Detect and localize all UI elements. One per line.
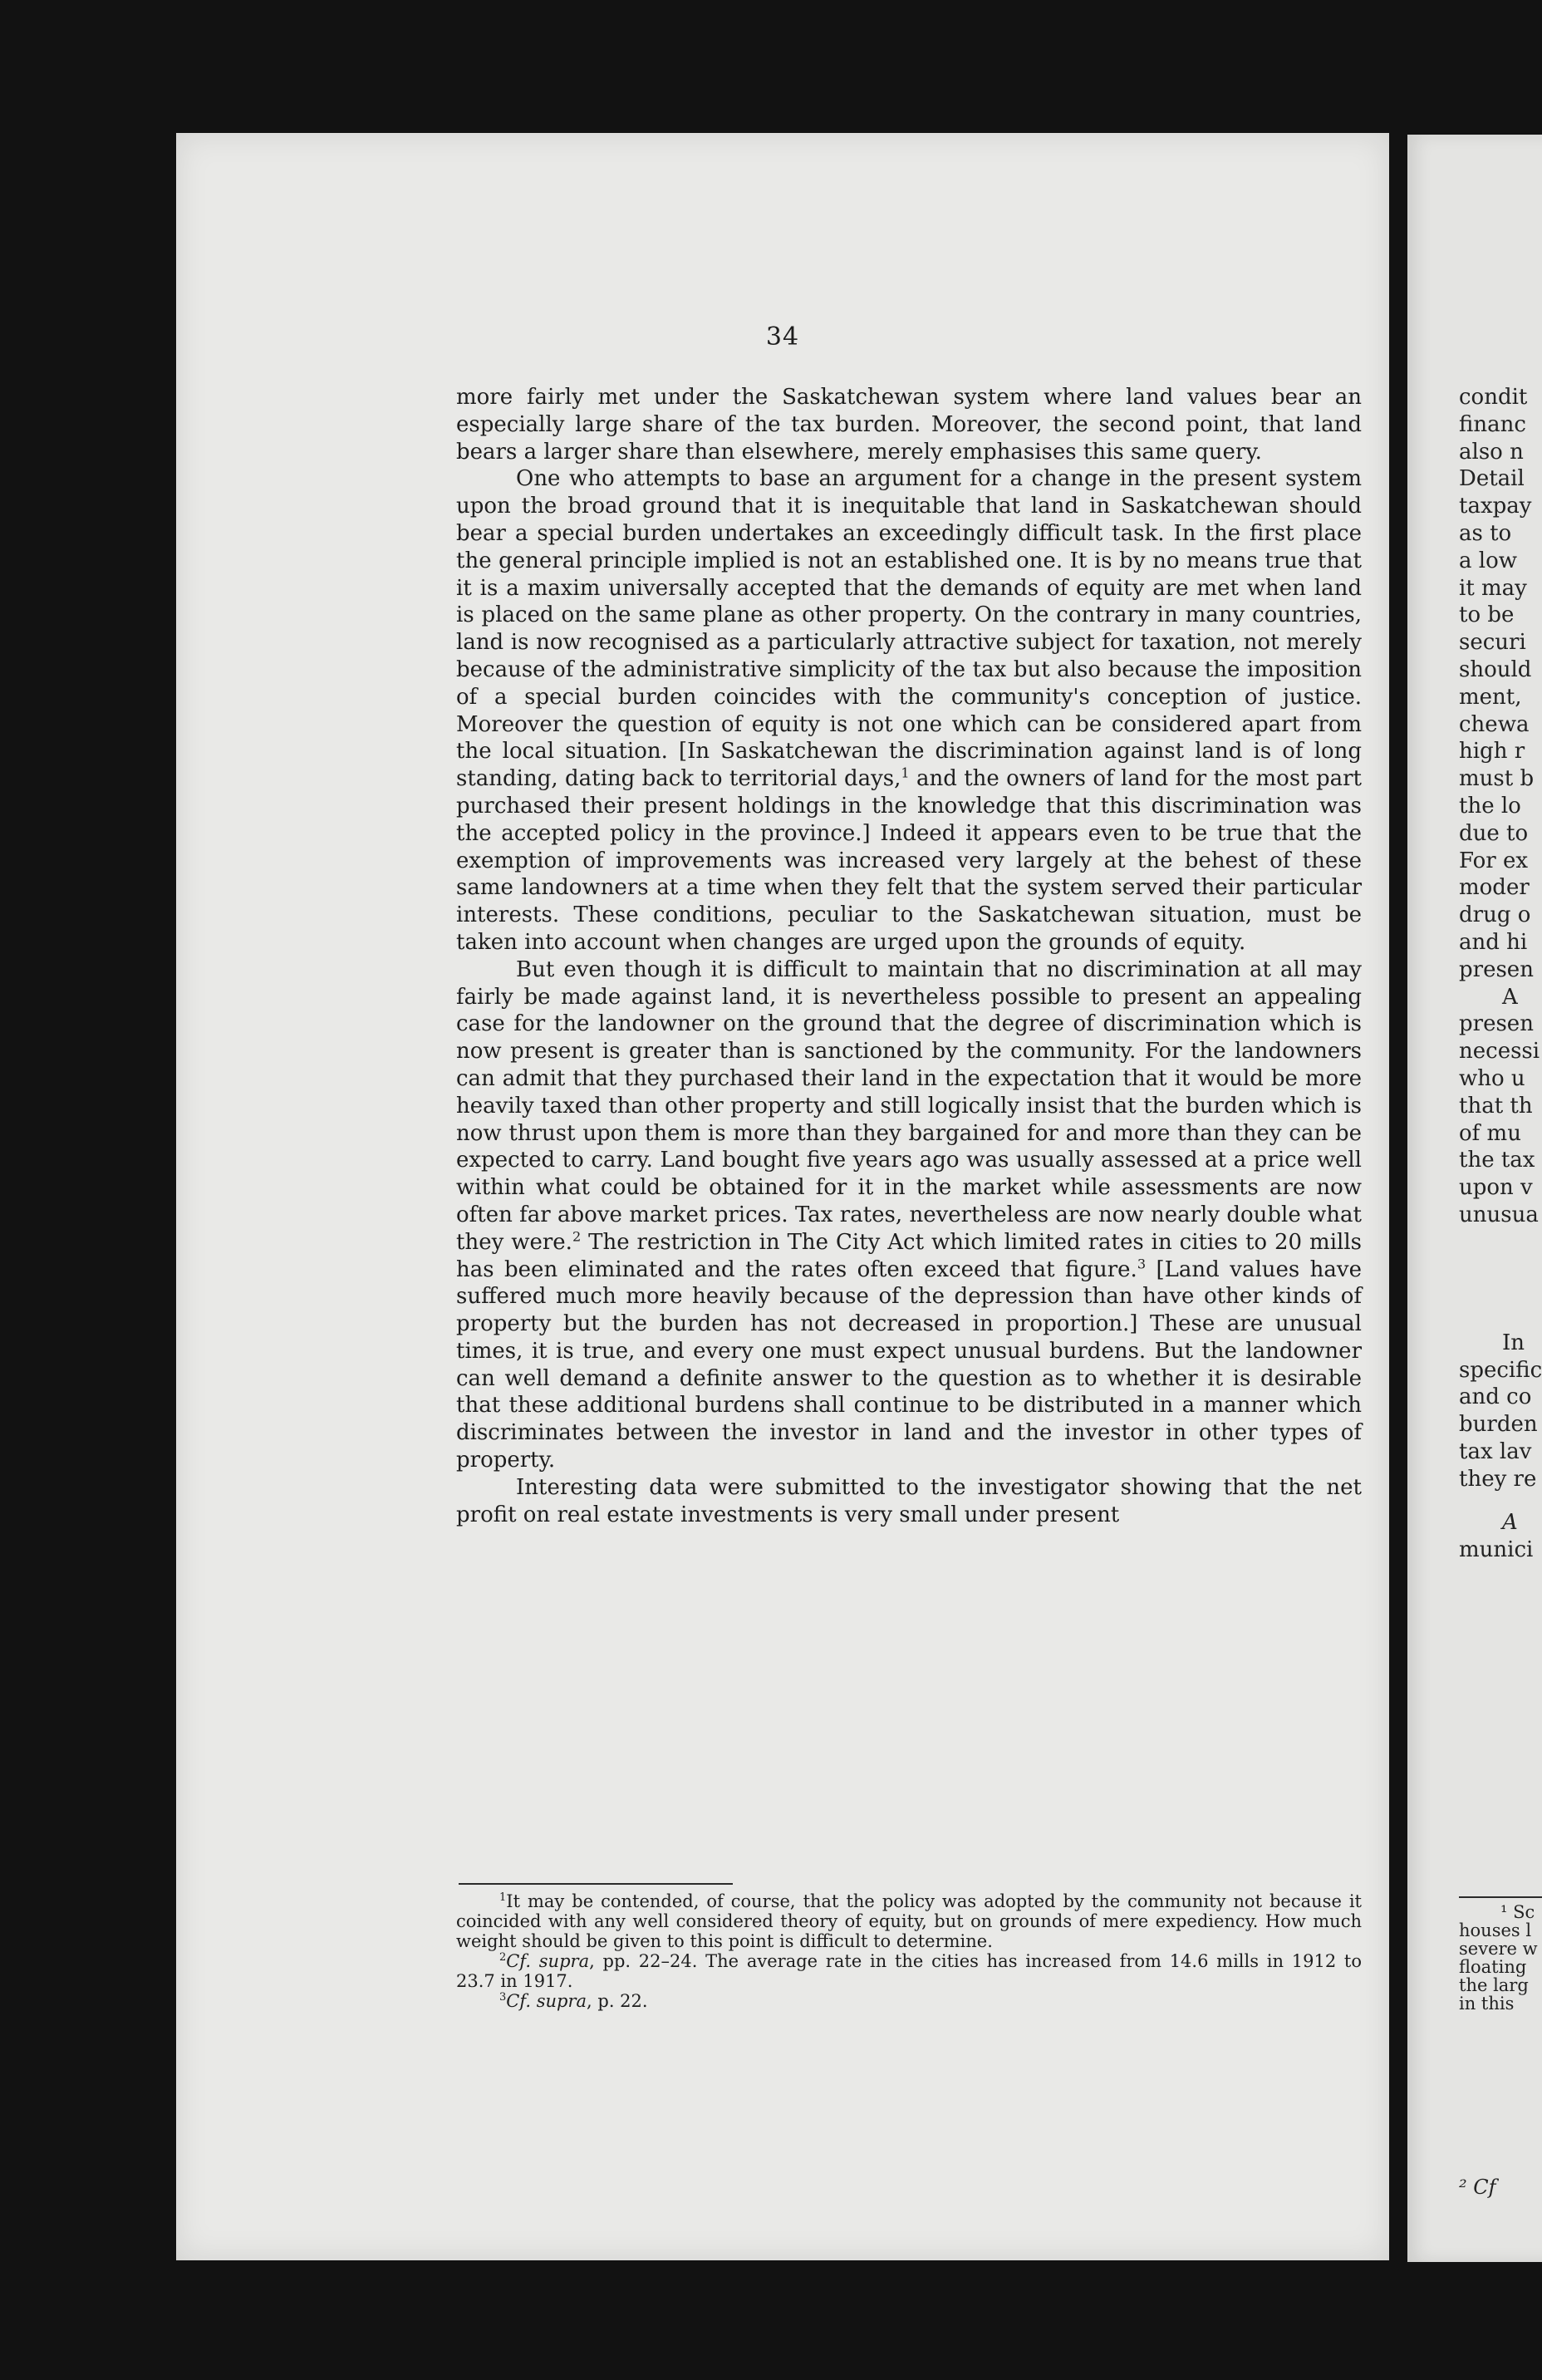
- facing-fn-line: in this: [1459, 1994, 1515, 2014]
- facing-line: necessi: [1459, 1039, 1540, 1065]
- footnote-3-cite: Cf. supra: [506, 1991, 587, 2011]
- facing-footnotes: [1459, 1903, 1538, 2013]
- facing-line: high r: [1459, 739, 1525, 765]
- facing-line: condit: [1459, 385, 1528, 410]
- facing-fn-line: the larg: [1459, 1975, 1529, 1995]
- facing-footnote-last: ² Cf: [1459, 2176, 1496, 2199]
- facing-line: due to: [1459, 820, 1529, 846]
- paragraph-1: more fairly met under the Saskatchewan system where land values bear an especially large share of the tax burden. Moreover, the second point, that land bears a larger share than elsewhere, merely emphasises this same query.: [456, 385, 1362, 465]
- facing-line: chewa: [1459, 711, 1530, 737]
- paragraph-3-text-end: [Land values have suffered much more heavily because of the depression than have other kinds of property but the burden has not decreased in proportion.] These are unusual times, it is true, and every one must expect unusual burdens. But the landowner can well demand a definite answer to the question as to whether it is desirable that these additional burdens shall continue to be distributed in a manner which discriminates between the investor in land and the investor in other types of property.: [456, 1256, 1362, 1473]
- facing-line: A: [1502, 1510, 1518, 1536]
- footnote-1: [456, 1891, 1362, 1951]
- paragraph-3-text: But even though it is difficult to maintain that no discrimination at all may fairly be made against land, it is nevertheless possible to present an appealing case for the landowner on the ground that the degree of discrimination which is now present is greater than is sanctioned by the community. For the landowners can admit that they purchased their land in the expectation that it would be more heavily taxed than other property and still logically insist that the burden which is now thrust upon them is more than they bargained for and more than they can be expected to carry. Land bought five years ago was usually assessed at a price well within what could be obtained for it in the market while assessments are now often far above market prices. Tax rates, nevertheless are now nearly double what they were.: [456, 956, 1362, 1255]
- facing-fn-line: houses l: [1459, 1920, 1532, 1940]
- footnote-1-mark: 1: [499, 1891, 507, 1904]
- facing-line: the lo: [1459, 793, 1521, 819]
- book-page-34: [176, 133, 1389, 2260]
- footnote-marker-2: 2: [572, 1228, 582, 1245]
- facing-line: and hi: [1459, 929, 1528, 955]
- footnote-3-text: , p. 22.: [587, 1991, 648, 2011]
- facing-line: securi: [1459, 630, 1526, 656]
- facing-line: they re: [1459, 1466, 1537, 1492]
- facing-line: moder: [1459, 875, 1530, 901]
- footnote-2-cite: Cf. supra: [506, 1951, 590, 1971]
- facing-line: upon v: [1459, 1175, 1533, 1201]
- facing-line: of mu: [1459, 1120, 1521, 1146]
- facing-line: should: [1459, 656, 1532, 682]
- facing-line: that th: [1459, 1093, 1533, 1119]
- paragraph-4: Interesting data were submitted to the investigator showing that the net profit on real estate investments is very small under present: [456, 1474, 1362, 1527]
- footnote-2-text: , pp. 22–24. The average rate in the cities has increased from 14.6 mills in 1912 to 23.7 in 1917.: [456, 1951, 1362, 1991]
- facing-line: taxpay: [1459, 494, 1532, 519]
- facing-line: must b: [1459, 766, 1535, 792]
- facing-line: ment,: [1459, 684, 1522, 710]
- paragraph-2: [456, 465, 1362, 956]
- facing-line: a low: [1459, 548, 1517, 573]
- paragraph-3-text-cont: The restriction in The City Act which limited rates in cities to 20 mills has been eliminated and the rates often exceed that figure.: [456, 1229, 1362, 1282]
- facing-line: presen: [1459, 1011, 1534, 1037]
- facing-line: and co: [1459, 1384, 1532, 1410]
- paragraph-3: [456, 956, 1362, 1474]
- footnote-2-mark: 2: [499, 1951, 507, 1964]
- facing-line: burden: [1459, 1412, 1538, 1438]
- facing-footnote-rule: [1459, 1896, 1542, 1898]
- facing-line: specific: [1459, 1357, 1542, 1383]
- footnote-marker-1: 1: [901, 765, 910, 781]
- facing-line: tax lav: [1459, 1438, 1532, 1464]
- facing-line: financ: [1459, 411, 1526, 437]
- facing-line: Detail: [1459, 466, 1525, 492]
- facing-line: the tax: [1459, 1148, 1535, 1173]
- footnote-rule: [459, 1883, 733, 1885]
- paragraph-2-text: One who attempts to base an argument for a change in the present system upon the broad ground that it is inequitable that land in Saskatchewan should bear a special burden undertakes an exceedingly difficult task. In the first place the general principle implied is not an established one. It is by no means true that it is a maxim universally accepted that the demands of equity are met when land is placed on the same plane as other property. On the contrary in many countries, land is now recognised as a particularly attractive subject for taxation, not merely because of the administrative simplicity of the tax but also because the imposition of a special burden coincides with the community's conception of justice. Moreover the question of equity is not one which can be considered apart from the local situation. [In Saskatchewan the discrimination against land is of long standing, dating back to territorial days,: [456, 466, 1362, 792]
- footnote-1-text: It may be contended, of course, that the policy was adopted by the community not because it coincided with any well considered theory of equity, but on grounds of mere expediency. How much weight should be given to this point is difficult to determine.: [456, 1891, 1362, 1951]
- facing-line: In: [1502, 1330, 1525, 1355]
- facing-line: drug o: [1459, 902, 1531, 928]
- facing-fn-line: ¹ Sc: [1500, 1902, 1535, 1922]
- page-number: 34: [765, 322, 800, 352]
- paragraph-2-text-cont: and the owners of land for the most part purchased their present holdings in the knowledge that this discrimination was the accepted policy in the province.] Indeed it appears even to be true that the exemption of improvements was increased very largely at the behest of these same landowners at a time when they felt that the system served their particular interests. These conditions, peculiar to the Saskatchewan situation, must be taken into account when changes are urged upon the grounds of equity.: [456, 766, 1362, 955]
- facing-line: A: [1502, 984, 1518, 1010]
- facing-page-lines: [1459, 384, 1542, 1564]
- facing-page-fragment: [1407, 135, 1542, 2262]
- facing-line: presen: [1459, 956, 1534, 982]
- facing-line: munici: [1459, 1537, 1534, 1563]
- footnote-3-mark: 3: [499, 1991, 507, 2004]
- facing-line: who u: [1459, 1065, 1525, 1091]
- footnotes: [456, 1891, 1362, 2011]
- facing-fn-line: severe w: [1459, 1939, 1538, 1959]
- facing-line: to be: [1459, 602, 1515, 628]
- footnote-3: [456, 1991, 1362, 2011]
- footnote-marker-3: 3: [1137, 1255, 1147, 1271]
- facing-line: unusua: [1459, 1202, 1539, 1227]
- footnote-2: [456, 1951, 1362, 1991]
- facing-line: it may: [1459, 575, 1527, 601]
- facing-line: For ex: [1459, 848, 1529, 873]
- facing-line: also n: [1459, 439, 1524, 465]
- facing-fn-line: floating: [1459, 1957, 1527, 1977]
- main-body-text: [456, 384, 1362, 1528]
- facing-line: as to: [1459, 520, 1512, 546]
